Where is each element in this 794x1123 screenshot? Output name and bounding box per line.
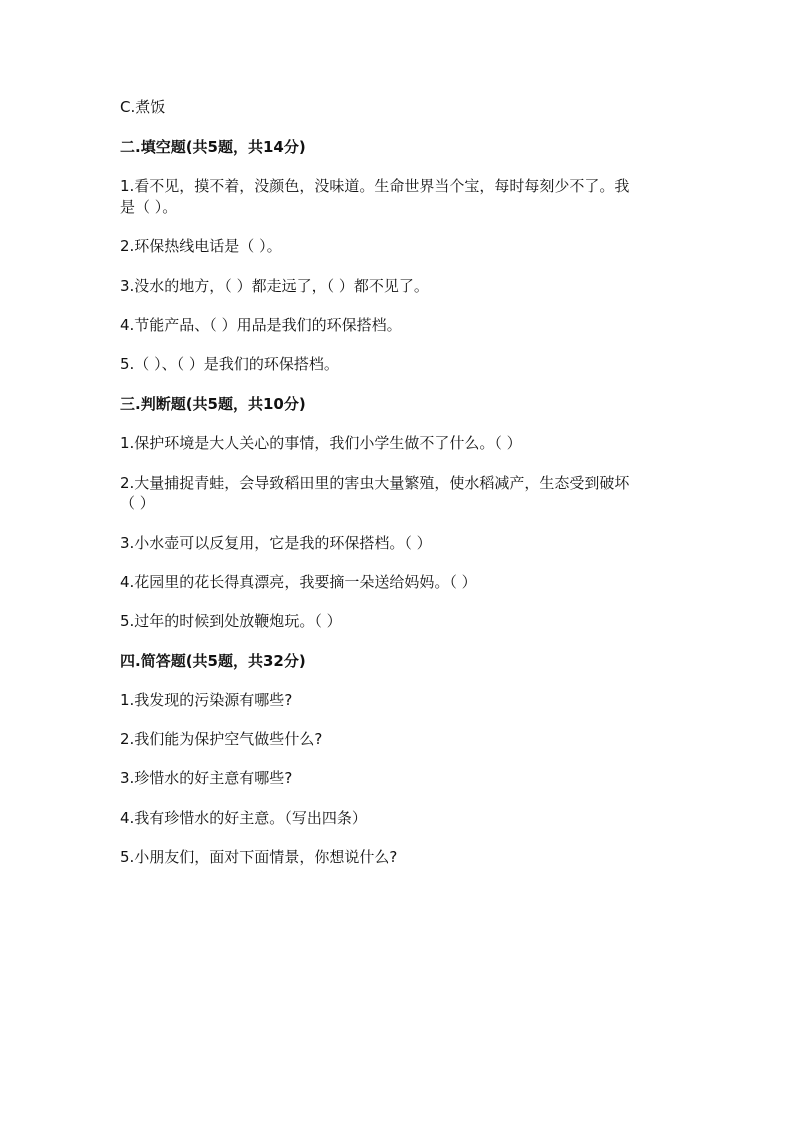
short-q1: 1.我发现的污染源有哪些? [120,691,293,709]
section-fill-blank-title: 二.填空题(共5题，共14分) [120,138,306,156]
judge-q4: 4.花园里的花长得真漂亮，我要摘一朵送给妈妈。（ ） [120,573,477,591]
judge-q2-line1: 2.大量捕捉青蛙，会导致稻田里的害虫大量繁殖，使水稻减产，生态受到破坏 [120,474,630,492]
section-short-answer-title: 四.简答题(共5题，共32分) [120,652,306,670]
short-q3: 3.珍惜水的好主意有哪些? [120,769,293,787]
short-q5: 5.小朋友们，面对下面情景，你想说什么? [120,848,398,866]
section-judge-title: 三.判断题(共5题，共10分) [120,395,306,413]
fill-q4: 4.节能产品、（ ）用品是我们的环保搭档。 [120,316,402,334]
fill-q3: 3.没水的地方，（ ）都走远了，（ ）都不见了。 [120,277,429,295]
judge-q1: 1.保护环境是大人关心的事情，我们小学生做不了什么。（ ） [120,434,522,452]
judge-q3: 3.小水壶可以反复用，它是我的环保搭档。（ ） [120,534,432,552]
short-q2: 2.我们能为保护空气做些什么? [120,730,323,748]
fill-q1-line1: 1.看不见，摸不着，没颜色，没味道。生命世界当个宝，每时每刻少不了。我 [120,177,630,195]
fill-q2: 2.环保热线电话是（ ）。 [120,237,282,255]
fill-q5: 5.（ ）、（ ）是我们的环保搭档。 [120,355,339,373]
judge-q2-line2: （ ） [120,494,155,512]
option-c: C.煮饭 [120,98,166,116]
judge-q5: 5.过年的时候到处放鞭炮玩。（ ） [120,612,342,630]
short-q4: 4.我有珍惜水的好主意。（写出四条） [120,809,367,827]
fill-q1-line2: 是（ ）。 [120,198,178,216]
